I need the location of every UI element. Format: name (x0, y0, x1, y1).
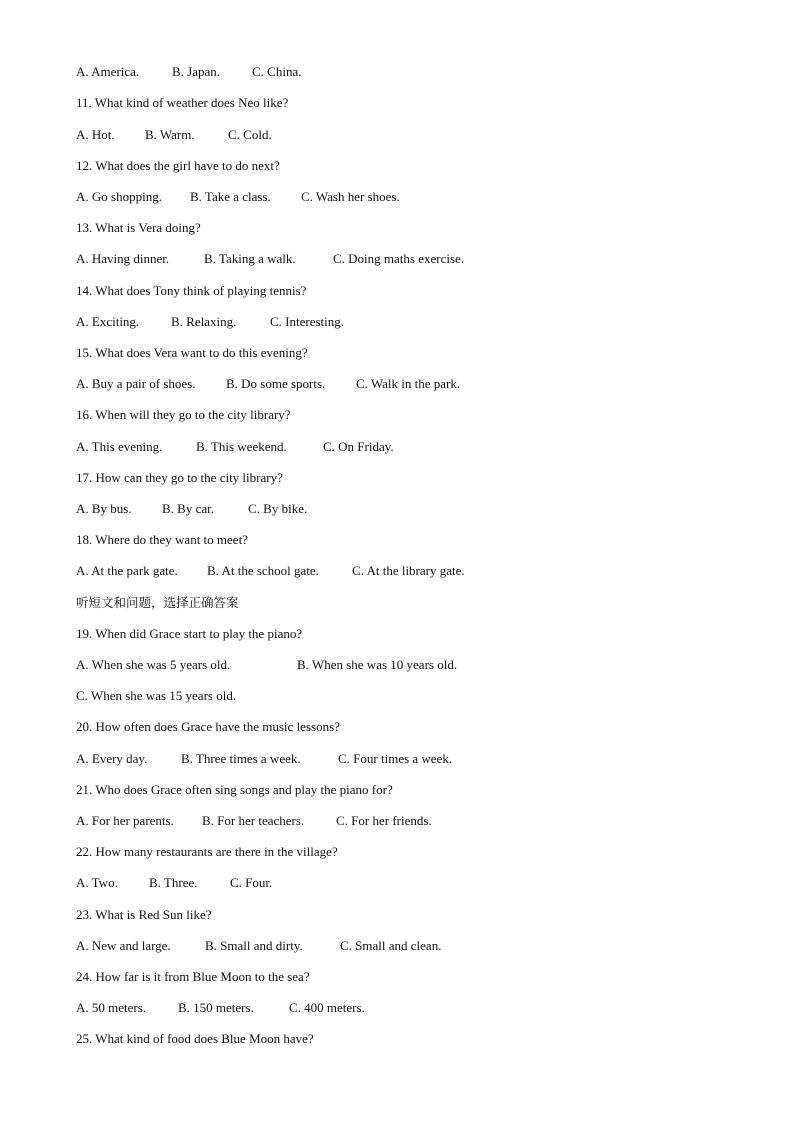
section-heading: 听短文和问题，选择正确答案 (76, 595, 239, 610)
question-24: 24. How far is it from Blue Moon to the sea? (76, 969, 310, 984)
option-b: B. Taking a walk. (204, 251, 296, 266)
option-b: B. Japan. (172, 64, 221, 79)
question-22: 22. How many restaurants are there in the village? (76, 844, 338, 859)
option-a: A. Exciting. (76, 314, 140, 329)
question-11: 11. What kind of weather does Neo like? (76, 95, 289, 110)
option-c: C. Interesting. (270, 314, 345, 329)
option-a: A. Having dinner. (76, 251, 170, 266)
option-a: A. New and large. (76, 938, 171, 953)
option-c: C. Small and clean. (340, 938, 442, 953)
option-c: C. Four times a week. (338, 751, 453, 766)
question-15: 15. What does Vera want to do this evening? (76, 345, 308, 360)
option-b: B. For her teachers. (202, 813, 305, 828)
question-16: 16. When will they go to the city library? (76, 407, 291, 422)
option-b: B. At the school gate. (207, 563, 319, 578)
question-13: 13. What is Vera doing? (76, 220, 201, 235)
option-b: B. Take a class. (190, 189, 271, 204)
option-a: A. This evening. (76, 439, 163, 454)
option-c: C. 400 meters. (289, 1000, 365, 1015)
option-a: A. Every day. (76, 751, 148, 766)
option-b: B. Small and dirty. (205, 938, 303, 953)
option-b: B. Warm. (145, 127, 195, 142)
question-14: 14. What does Tony think of playing tennis? (76, 283, 307, 298)
option-a: A. For her parents. (76, 813, 174, 828)
option-b: B. When she was 10 years old. (297, 657, 458, 672)
option-b: B. 150 meters. (178, 1000, 254, 1015)
option-a: A. America. (76, 64, 140, 79)
option-a: A. Two. (76, 875, 118, 890)
option-c: C. When she was 15 years old. (76, 688, 237, 703)
question-19: 19. When did Grace start to play the piano? (76, 626, 303, 641)
question-12: 12. What does the girl have to do next? (76, 158, 280, 173)
option-b: B. By car. (162, 501, 214, 516)
option-c: C. Walk in the park. (356, 376, 461, 391)
question-20: 20. How often does Grace have the music lessons? (76, 719, 340, 734)
option-b: B. Three. (149, 875, 198, 890)
option-a: A. Hot. (76, 127, 115, 142)
option-c: C. Wash her shoes. (301, 189, 400, 204)
option-a: A. By bus. (76, 501, 132, 516)
question-17: 17. How can they go to the city library? (76, 470, 283, 485)
option-c: C. At the library gate. (352, 563, 465, 578)
option-b: B. Three times a week. (181, 751, 301, 766)
option-b: B. This weekend. (196, 439, 287, 454)
question-18: 18. Where do they want to meet? (76, 532, 248, 547)
question-25: 25. What kind of food does Blue Moon have? (76, 1031, 314, 1046)
question-21: 21. Who does Grace often sing songs and play the piano for? (76, 782, 393, 797)
option-c: C. On Friday. (323, 439, 394, 454)
option-a: A. At the park gate. (76, 563, 178, 578)
option-a: A. 50 meters. (76, 1000, 147, 1015)
option-c: C. For her friends. (336, 813, 432, 828)
option-c: C. Cold. (228, 127, 272, 142)
option-c: C. Four. (230, 875, 273, 890)
option-b: B. Relaxing. (171, 314, 237, 329)
option-c: C. China. (252, 64, 302, 79)
question-23: 23. What is Red Sun like? (76, 907, 212, 922)
option-a: A. Buy a pair of shoes. (76, 376, 196, 391)
option-c: C. Doing maths exercise. (333, 251, 465, 266)
option-c: C. By bike. (248, 501, 308, 516)
option-b: B. Do some sports. (226, 376, 326, 391)
option-a: A. Go shopping. (76, 189, 162, 204)
option-a: A. When she was 5 years old. (76, 657, 231, 672)
